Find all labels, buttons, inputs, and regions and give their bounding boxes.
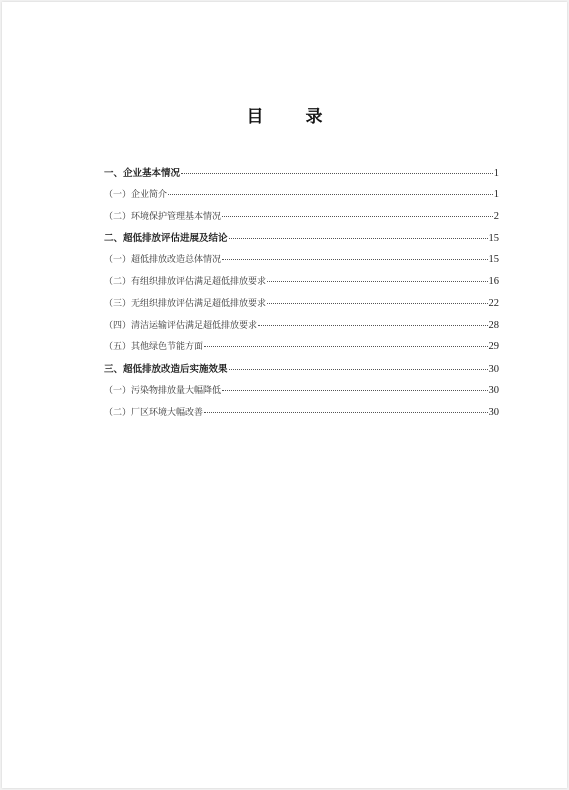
toc-entry-1-1[interactable] xyxy=(104,187,499,209)
toc-page-number: 15 xyxy=(488,254,499,266)
toc-page-number: 1 xyxy=(493,168,499,179)
toc-entry-title: （一）超低排放改造总体情况 xyxy=(104,255,222,266)
toc-entry-title: 一、企业基本情况 xyxy=(104,168,181,179)
toc-entry-title: （一）企业简介 xyxy=(104,189,168,200)
toc-leader-dots xyxy=(267,303,487,304)
toc-entry-title: 二、超低排放评估进展及结论 xyxy=(104,233,228,245)
toc-leader-dots xyxy=(267,281,487,282)
toc-leader-dots xyxy=(222,390,487,391)
toc-page-number: 1 xyxy=(493,188,499,200)
toc-entry-2-4[interactable] xyxy=(104,318,499,340)
toc-entry-title: （二）有组织排放评估满足超低排放要求 xyxy=(104,276,267,287)
toc-page-number: 28 xyxy=(488,319,499,331)
toc-page-number: 22 xyxy=(488,297,499,309)
toc-page-number: 16 xyxy=(488,275,499,287)
toc-leader-dots xyxy=(222,216,493,217)
toc-page-number: 2 xyxy=(493,210,499,222)
document-page xyxy=(2,2,567,788)
toc-leader-dots xyxy=(229,238,488,239)
page-title: 目 录 xyxy=(246,107,341,127)
toc-entry-3-2[interactable] xyxy=(104,405,499,427)
toc-leader-dots xyxy=(204,346,487,347)
toc-page-number: 30 xyxy=(488,384,499,396)
toc-entry-2-3[interactable] xyxy=(104,296,499,318)
toc-entry-2-5[interactable] xyxy=(104,339,499,361)
toc-leader-dots xyxy=(258,325,487,326)
toc-entry-title: （四）清洁运输评估满足超低排放要求 xyxy=(104,320,258,331)
toc-entry-3[interactable] xyxy=(104,361,499,383)
toc-entry-3-1[interactable] xyxy=(104,383,499,405)
toc-entry-title: （二）厂区环境大幅改善 xyxy=(104,407,204,418)
toc-entry-title: （二）环境保护管理基本情况 xyxy=(104,211,222,222)
toc-page-number: 15 xyxy=(488,233,499,245)
toc-entry-1-2[interactable] xyxy=(104,209,499,231)
toc-entry-title: 三、超低排放改造后实施效果 xyxy=(104,364,228,376)
toc-page-number: 30 xyxy=(488,406,499,418)
toc-leader-dots xyxy=(181,173,493,174)
toc-leader-dots xyxy=(222,259,487,260)
toc-leader-dots xyxy=(229,369,488,370)
toc-entry-title: （一）污染物排放量大幅降低 xyxy=(104,385,222,396)
toc-page-number: 29 xyxy=(488,341,499,353)
toc-entry-2[interactable] xyxy=(104,230,499,252)
toc-entry-2-1[interactable] xyxy=(104,252,499,274)
toc-leader-dots xyxy=(168,194,493,195)
toc-entry-title: （五）其他绿色节能方面 xyxy=(104,342,204,353)
toc-entry-2-2[interactable] xyxy=(104,274,499,296)
table-of-contents xyxy=(104,165,499,427)
toc-leader-dots xyxy=(204,412,487,413)
toc-entry-1[interactable] xyxy=(104,165,499,187)
toc-entry-title: （三）无组织排放评估满足超低排放要求 xyxy=(104,298,267,309)
toc-page-number: 30 xyxy=(488,364,499,376)
